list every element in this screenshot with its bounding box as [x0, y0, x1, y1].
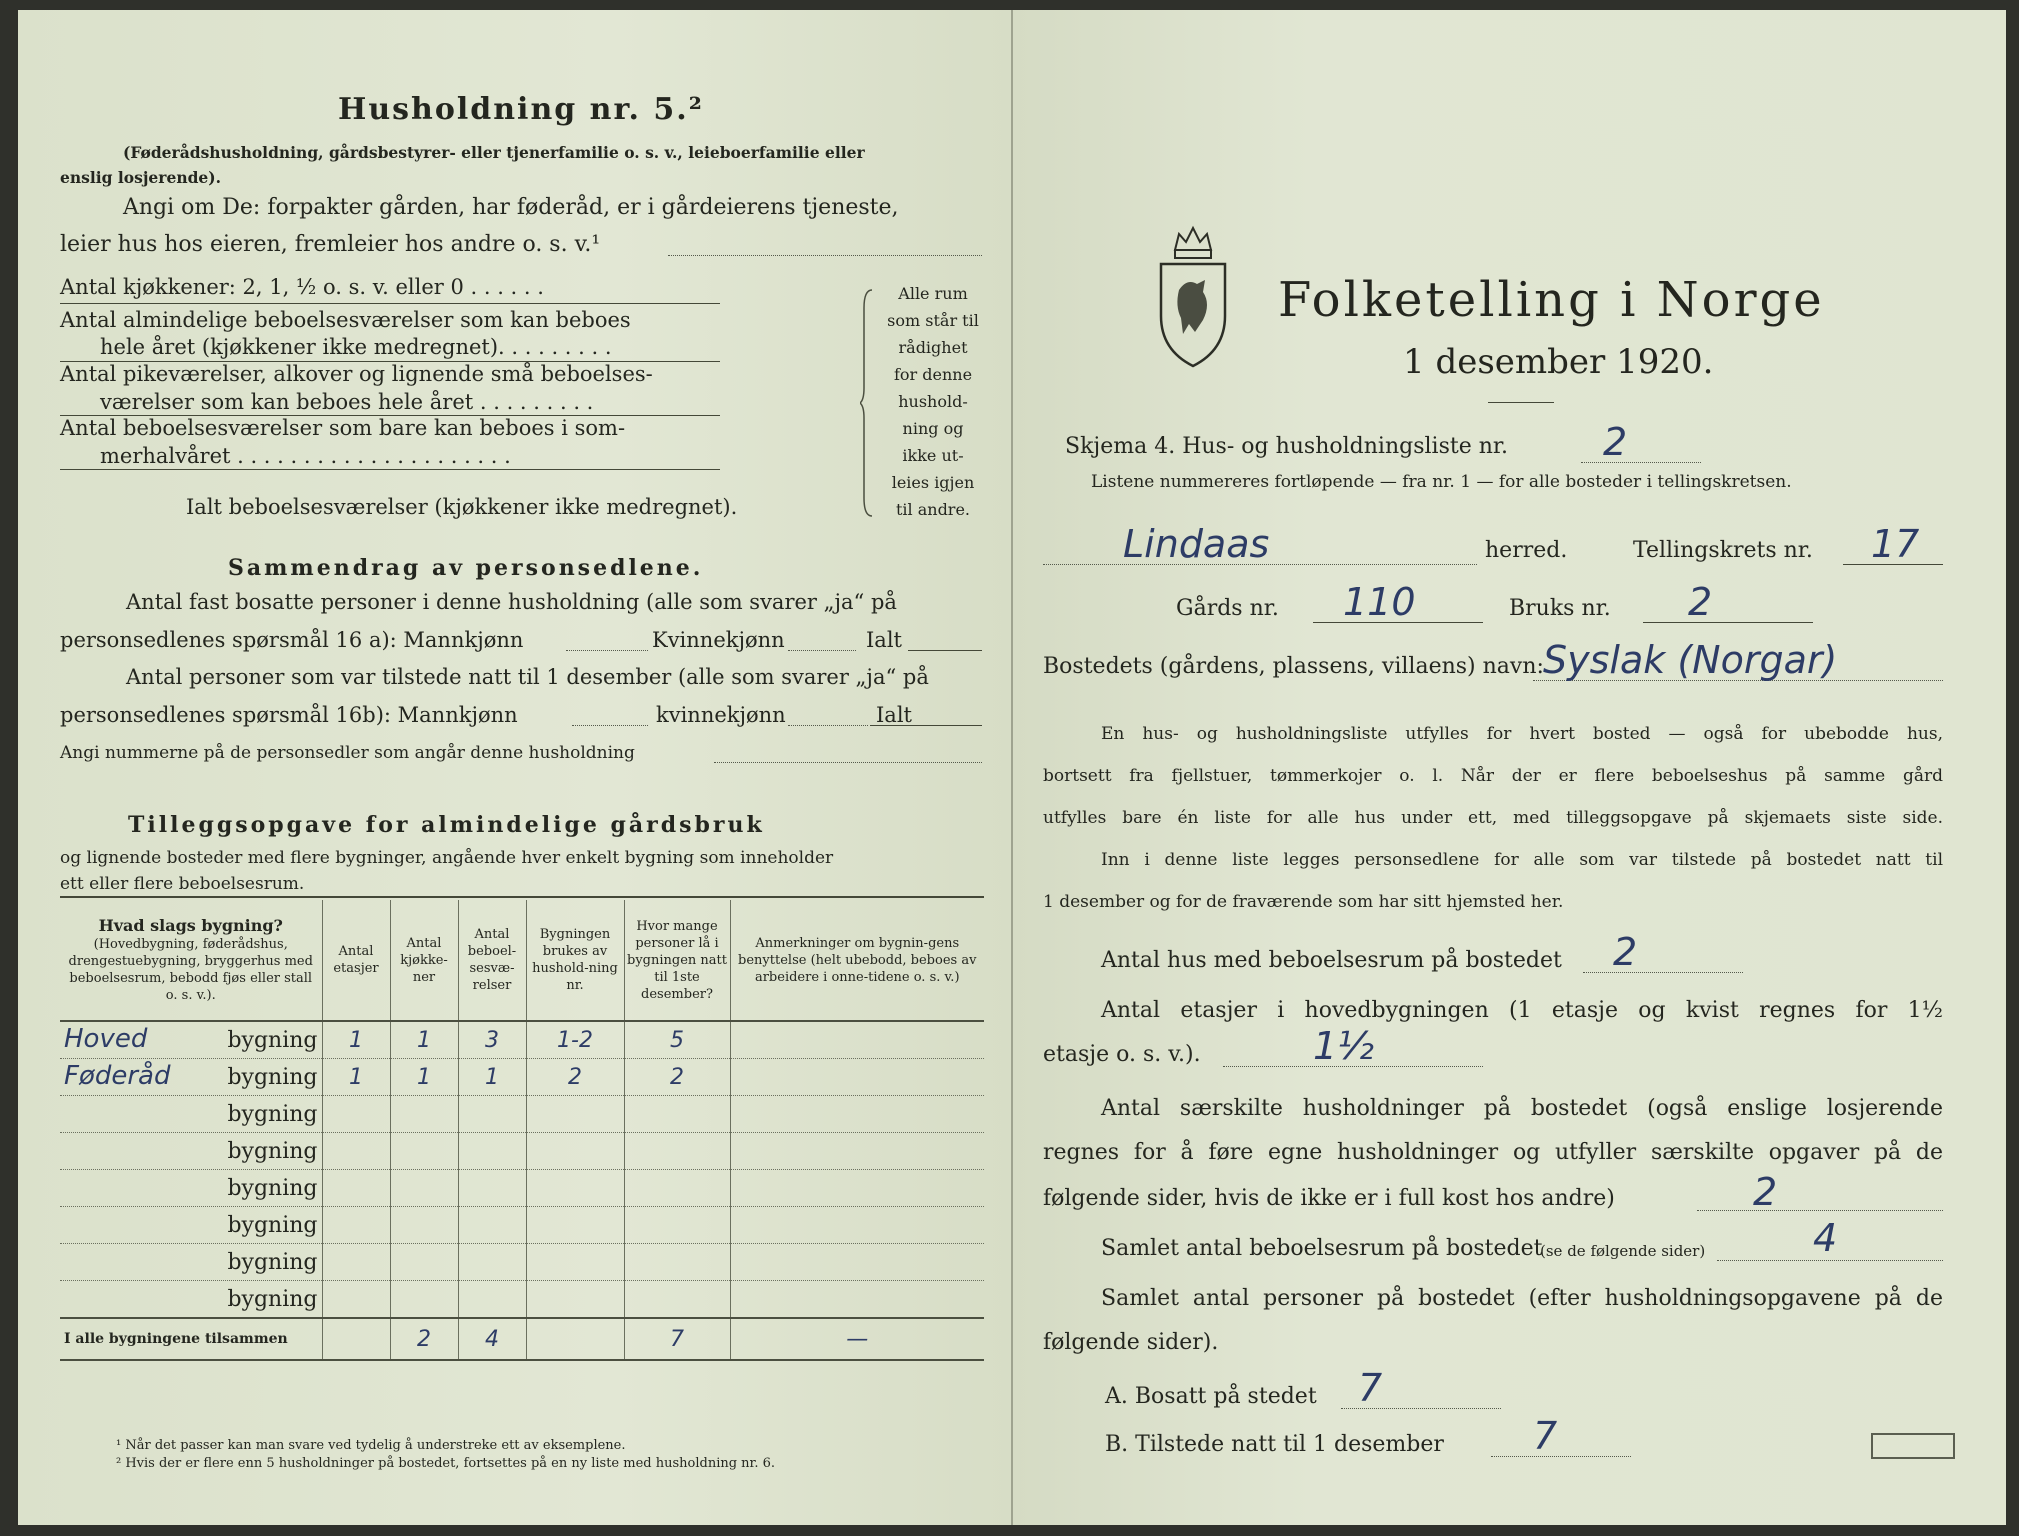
gards-value: 110: [1343, 580, 1416, 624]
sammendrag-p1-kvinne: Kvinnekjønn: [652, 628, 785, 652]
building-type-cell: [60, 1096, 322, 1133]
cell-etasjer: [322, 1244, 390, 1281]
cell-etasjer: [322, 1133, 390, 1170]
building-type-cell: [60, 1059, 322, 1096]
cell-etasjer: [322, 1096, 390, 1133]
col-header-vaerelser: Antal beboel-sesvæ-relser: [458, 900, 526, 1021]
building-label: bygning: [227, 1138, 318, 1164]
sammendrag-angi: Angi nummerne på de personsedler som angår denne husholdning: [60, 743, 635, 763]
etasjer-value: 1½: [1313, 1024, 1375, 1068]
sammendrag-p1-2: personsedlenes spørsmål 16 a): Mannkjønn: [60, 628, 524, 652]
total-vaerelser: 4: [458, 1318, 526, 1360]
cell-personer: 5: [624, 1021, 730, 1059]
instructions-2: bortsett fra fjellstuer, tømmerkojer o. l. Når der er flere beboelseshus på samme gård: [1043, 766, 1943, 786]
tillegg-heading: Tilleggsopgave for almindelige gårdsbruk: [128, 812, 765, 838]
rum-label: Samlet antal beboelsesrum på bostedet: [1101, 1236, 1543, 1261]
instructions-4: Inn i denne liste legges personsedlene for alle som var tilstede på bostedet natt til: [1101, 850, 1943, 870]
cell-personer: 2: [624, 1059, 730, 1096]
bosatt-label: A. Bosatt på stedet: [1105, 1384, 1317, 1409]
cell-kjokkener: 1: [390, 1021, 458, 1059]
instructions-5: 1 desember og for de fraværende som har sitt hjemsted her.: [1043, 892, 1564, 912]
cell-etasjer: [322, 1207, 390, 1244]
total-label: I alle bygningene tilsammen: [60, 1318, 322, 1360]
rum-value: 4: [1813, 1216, 1838, 1260]
tillegg-sub-1: og lignende bosteder med flere bygninger, angående hver enkelt bygning som inneholder: [60, 848, 834, 868]
cell-vaerelser: 3: [458, 1021, 526, 1059]
personer-line-2: følgende sider).: [1043, 1330, 1219, 1355]
rooms-kitchens: Antal kjøkkener: 2, 1, ½ o. s. v. eller 0 . . . . . .: [60, 275, 544, 299]
husholdninger-line-3: følgende sider, hvis de ikke er i full kost hos andre): [1043, 1186, 1615, 1211]
cell-kjokkener: [390, 1244, 458, 1281]
etasjer-line-2: etasje o. s. v.).: [1043, 1042, 1201, 1067]
cell-personer: [624, 1244, 730, 1281]
cell-vaerelser: [458, 1281, 526, 1319]
cell-husholdning: [526, 1170, 624, 1207]
footnote-2: ² Hvis der er flere enn 5 husholdninger på bostedet, fortsettes på en ny liste med husholdning nr. 6.: [116, 1456, 776, 1471]
total-personer: 7: [624, 1318, 730, 1360]
cell-kjokkener: 1: [390, 1059, 458, 1096]
coat-of-arms-icon: [1153, 220, 1233, 370]
cell-anm: [730, 1133, 984, 1170]
cell-husholdning: [526, 1207, 624, 1244]
building-label: bygning: [227, 1101, 318, 1127]
tillegg-sub-2: ett eller flere beboelsesrum.: [60, 874, 305, 894]
right-page: [1013, 10, 2006, 1525]
building-label: bygning: [227, 1027, 318, 1053]
building-type-cell: [60, 1021, 322, 1059]
rooms-alm-1: Antal almindelige beboelsesværelser som kan beboes: [60, 308, 631, 332]
building-type-handwritten: Hoved: [64, 1024, 148, 1054]
cell-anm: [730, 1059, 984, 1096]
cell-etasjer: 1: [322, 1021, 390, 1059]
cell-kjokkener: [390, 1096, 458, 1133]
instructions-3: utfylles bare én liste for alle hus under ett, med tilleggsopgave på skjemaets siste side.: [1043, 808, 1943, 828]
rooms-sommer-1: Antal beboelsesværelser som bare kan beboes i som-: [60, 416, 626, 440]
krets-label: Tellingskrets nr.: [1633, 538, 1813, 563]
cell-vaerelser: [458, 1133, 526, 1170]
building-type-handwritten: Føderåd: [64, 1061, 171, 1091]
angi-line-2: leier hus hos eieren, fremleier hos andre o. s. v.¹: [60, 232, 601, 257]
total-etasjer: [322, 1318, 390, 1360]
rooms-ialt: Ialt beboelsesværelser (kjøkkener ikke medregnet).: [186, 495, 738, 519]
table-row: [60, 1244, 984, 1281]
hus-value: 2: [1613, 930, 1638, 974]
rooms-brace-icon: [860, 288, 874, 518]
tilstede-label: B. Tilstede natt til 1 desember: [1105, 1432, 1444, 1457]
bosatt-value: 7: [1358, 1366, 1383, 1410]
bruks-label: Bruks nr.: [1509, 596, 1611, 621]
table-row: [60, 1207, 984, 1244]
cell-vaerelser: [458, 1207, 526, 1244]
building-label: bygning: [227, 1175, 318, 1201]
table-row: [60, 1021, 984, 1059]
cell-vaerelser: [458, 1096, 526, 1133]
cell-kjokkener: [390, 1133, 458, 1170]
cell-husholdning: [526, 1133, 624, 1170]
cell-anm: [730, 1021, 984, 1059]
rum-small-note: (se de følgende sider): [1540, 1242, 1706, 1260]
rooms-pike-1: Antal pikeværelser, alkover og lignende små beboelses-: [60, 362, 653, 386]
building-type-cell: [60, 1281, 322, 1319]
sammendrag-p2-kvinne: kvinnekjønn: [656, 703, 786, 727]
sammendrag-p2-2: personsedlenes spørsmål 16b): Mannkjønn: [60, 703, 518, 727]
left-page: [18, 10, 1011, 1525]
bosted-value: Syslak (Norgar): [1543, 638, 1838, 682]
cell-personer: [624, 1207, 730, 1244]
total-anm: —: [730, 1318, 984, 1360]
building-type-cell: [60, 1170, 322, 1207]
building-label: bygning: [227, 1212, 318, 1238]
hus-label: Antal hus med beboelsesrum på bostedet: [1101, 948, 1562, 973]
angi-answer-line: [668, 255, 982, 256]
building-label: bygning: [227, 1064, 318, 1090]
sammendrag-p1-ialt: Ialt: [866, 628, 902, 652]
total-husholdning: [526, 1318, 624, 1360]
col-header-husholdning: Bygningen brukes av hushold-ning nr.: [526, 900, 624, 1021]
cell-anm: [730, 1096, 984, 1133]
household-subtitle-2: enslig losjerende).: [60, 168, 222, 187]
sammendrag-p1-1: Antal fast bosatte personer i denne husholdning (alle som svarer „ja“ på: [126, 590, 897, 614]
census-title: Folketelling i Norge: [1278, 272, 1825, 328]
cell-husholdning: [526, 1096, 624, 1133]
herred-value: Lindaas: [1123, 522, 1270, 566]
herred-label: herred.: [1485, 538, 1568, 563]
cell-kjokkener: [390, 1207, 458, 1244]
rooms-note: Alle rum som står til rådighet for denne hushold- ning og ikke ut- leies igjen til andre.: [887, 284, 979, 519]
cell-husholdning: 2: [526, 1059, 624, 1096]
col-header-kjokkener: Antal kjøkke-ner: [390, 900, 458, 1021]
total-kjokkener: 2: [390, 1318, 458, 1360]
building-type-cell: [60, 1133, 322, 1170]
cell-anm: [730, 1170, 984, 1207]
angi-line-1: Angi om De: forpakter gården, har føderåd, er i gårdeierens tjeneste,: [123, 195, 899, 220]
table-row: [60, 1170, 984, 1207]
table-row: [60, 1281, 984, 1319]
cell-husholdning: [526, 1281, 624, 1319]
skjema-number: 2: [1603, 420, 1628, 464]
rooms-rule-1: [60, 303, 720, 304]
rooms-sommer-2: merhalvåret . . . . . . . . . . . . . . . . . . . . .: [100, 444, 511, 468]
sammendrag-heading: Sammendrag av personsedlene.: [228, 555, 704, 581]
cell-vaerelser: [458, 1170, 526, 1207]
col-header-anm: Anmerkninger om bygnin-gens benyttelse (helt ubebodd, beboes av arbeidere i onne-tidene o. s. v.): [730, 900, 984, 1021]
bosted-label: Bostedets (gårdens, plassens, villaens) navn:: [1043, 654, 1544, 679]
rooms-rule-4: [60, 469, 720, 470]
building-label: bygning: [227, 1249, 318, 1275]
instructions-1: En hus- og husholdningsliste utfylles for hvert bosted — også for ubebodde hus,: [1101, 724, 1943, 744]
husholdninger-value: 2: [1753, 1170, 1778, 1214]
col-header-personer: Hvor mange personer lå i bygningen natt til 1ste desember?: [624, 900, 730, 1021]
gards-label: Gårds nr.: [1176, 596, 1279, 621]
cell-husholdning: [526, 1244, 624, 1281]
census-date: 1 desember 1920.: [1403, 342, 1714, 382]
building-type-cell: [60, 1244, 322, 1281]
buildings-table: [60, 900, 984, 1361]
cell-personer: [624, 1096, 730, 1133]
sammendrag-p2-ialt: Ialt: [876, 703, 912, 727]
cell-husholdning: 1-2: [526, 1021, 624, 1059]
building-label: bygning: [227, 1286, 318, 1312]
table-header-row: [60, 900, 984, 1021]
krets-value: 17: [1871, 522, 1920, 566]
cell-kjokkener: [390, 1170, 458, 1207]
husholdninger-line-2: regnes for å føre egne husholdninger og utfyller særskilte opgaver på de: [1043, 1140, 1943, 1165]
table-total-row: [60, 1318, 984, 1360]
tilstede-value: 7: [1533, 1414, 1558, 1458]
table-row: [60, 1096, 984, 1133]
cell-kjokkener: [390, 1281, 458, 1319]
cell-anm: [730, 1281, 984, 1319]
census-form-spread: [18, 10, 2006, 1525]
table-row: [60, 1059, 984, 1096]
footnote-1: ¹ Når det passer kan man svare ved tydelig å understreke ett av eksemplene.: [116, 1438, 626, 1453]
cell-anm: [730, 1244, 984, 1281]
cell-etasjer: 1: [322, 1059, 390, 1096]
sammendrag-p2-1: Antal personer som var tilstede natt til 1 desember (alle som svarer „ja“ på: [126, 665, 929, 689]
table-row: [60, 1133, 984, 1170]
col-header-etasjer: Antal etasjer: [322, 900, 390, 1021]
etasjer-line-1: Antal etasjer i hovedbygningen (1 etasje og kvist regnes for 1½: [1101, 998, 1943, 1023]
cell-etasjer: [322, 1170, 390, 1207]
cell-personer: [624, 1133, 730, 1170]
cell-anm: [730, 1207, 984, 1244]
cell-vaerelser: [458, 1244, 526, 1281]
col-header-type: Hvad slags bygning? (Hovedbygning, føderådshus, drengestuebygning, bryggerhus med beboelsesrum, bebodd fjøs eller stall o. s. v.).: [60, 900, 322, 1021]
skjema-label: Skjema 4. Hus- og husholdningsliste nr.: [1065, 434, 1508, 459]
building-type-cell: [60, 1207, 322, 1244]
printer-stamp: [1871, 1433, 1955, 1459]
bruks-value: 2: [1688, 580, 1713, 624]
cell-etasjer: [322, 1281, 390, 1319]
household-title: Husholdning nr. 5.²: [338, 92, 704, 127]
household-subtitle-1: (Føderådshusholdning, gårdsbestyrer- eller tjenerfamilie o. s. v., leieboerfamilie eller: [123, 143, 865, 162]
cell-personer: [624, 1281, 730, 1319]
personer-line-1: Samlet antal personer på bostedet (efter husholdningsopgavene på de: [1101, 1286, 1943, 1311]
rooms-alm-2: hele året (kjøkkener ikke medregnet). . . . . . . . .: [100, 335, 612, 359]
cell-personer: [624, 1170, 730, 1207]
cell-vaerelser: 1: [458, 1059, 526, 1096]
husholdninger-line-1: Antal særskilte husholdninger på bostedet (også enslige losjerende: [1101, 1096, 1943, 1121]
rooms-pike-2: værelser som kan beboes hele året . . . . . . . . .: [100, 390, 594, 414]
listene-note: Listene nummereres fortløpende — fra nr. 1 — for alle bosteder i tellingskretsen.: [1091, 472, 1792, 492]
